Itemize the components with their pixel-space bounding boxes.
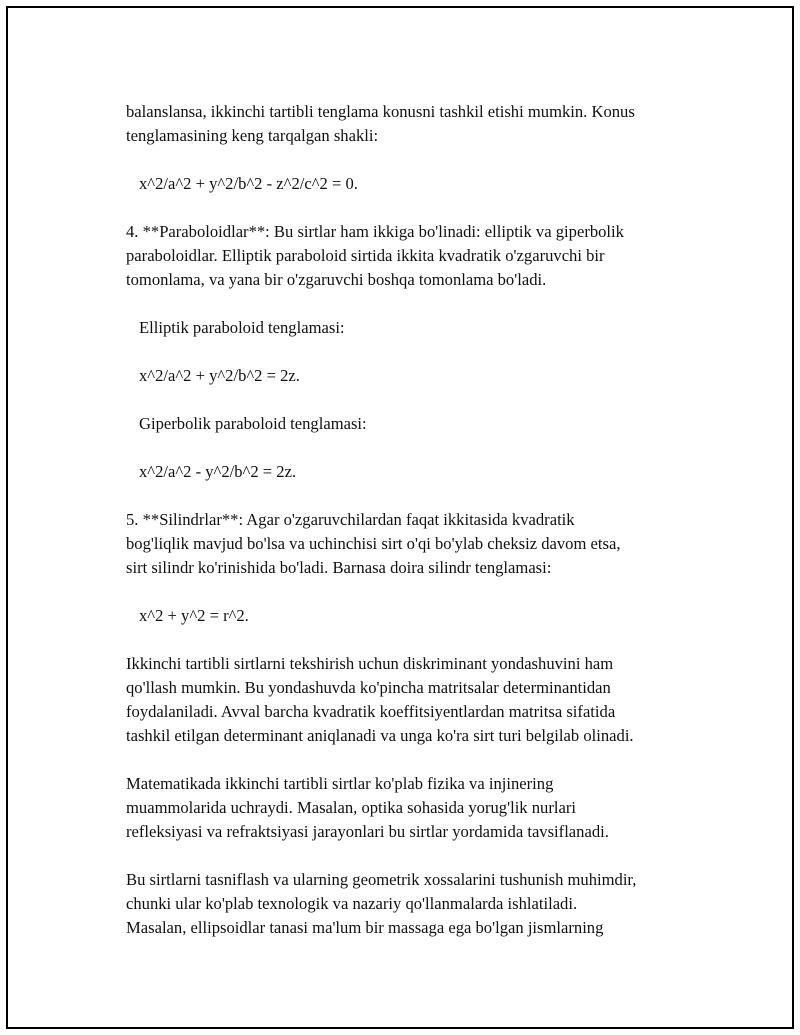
equation-elliptic-paraboloid: [126, 364, 726, 388]
indented-label: [126, 316, 726, 340]
text-line: Ikkinchi tartibli sirtlarni tekshirish uchun diskriminant yondashuvini ham: [126, 654, 614, 673]
paragraph: [126, 220, 726, 292]
text-line: paraboloidlar. Elliptik paraboloid sirtida ikkita kvadratik o'zgaruvchi bir: [126, 246, 605, 265]
text-line: x^2/a^2 + y^2/b^2 = 2z.: [139, 366, 300, 385]
text-line: tashkil etilgan determinant aniqlanadi va unga ko'ra sirt turi belgilab olinadi.: [126, 726, 634, 745]
equation-hyperbolic-paraboloid: [126, 460, 726, 484]
text-line: Giperbolik paraboloid tenglamasi:: [139, 414, 367, 433]
paragraph: [126, 508, 726, 580]
text-line: x^2/a^2 + y^2/b^2 - z^2/c^2 = 0.: [139, 174, 358, 193]
text-line: muammolarida uchraydi. Masalan, optika sohasida yorug'lik nurlari: [126, 798, 576, 817]
paragraph: [126, 868, 726, 940]
document-body: [126, 100, 726, 940]
equation-cone: [126, 172, 726, 196]
text-line: balanslansa, ikkinchi tartibli tenglama konusni tashkil etishi mumkin. Konus: [126, 102, 635, 121]
text-line: x^2 + y^2 = r^2.: [139, 606, 249, 625]
text-line: Matematikada ikkinchi tartibli sirtlar ko'plab fizika va injinering: [126, 774, 554, 793]
equation-cylinder: [126, 604, 726, 628]
text-line: qo'llash mumkin. Bu yondashuvda ko'pincha matritsalar determinantidan: [126, 678, 611, 697]
text-line: 5. **Silindrlar**: Agar o'zgaruvchilardan faqat ikkitasida kvadratik: [126, 510, 575, 529]
indented-label: [126, 412, 726, 436]
text-line: refleksiyasi va refraktsiyasi jarayonlari bu sirtlar yordamida tavsiflanadi.: [126, 822, 609, 841]
text-line: tomonlama, va yana bir o'zgaruvchi boshqa tomonlama bo'ladi.: [126, 270, 547, 289]
text-line: Elliptik paraboloid tenglamasi:: [139, 318, 345, 337]
text-line: tenglamasining keng tarqalgan shakli:: [126, 126, 379, 145]
text-line: x^2/a^2 - y^2/b^2 = 2z.: [139, 462, 297, 481]
text-line: chunki ular ko'plab texnologik va nazariy qo'llanmalarda ishlatiladi.: [126, 894, 578, 913]
paragraph: [126, 772, 726, 844]
text-line: bog'liqlik mavjud bo'lsa va uchinchisi sirt o'qi bo'ylab cheksiz davom etsa,: [126, 534, 621, 553]
paragraph: [126, 652, 726, 748]
paragraph: [126, 100, 726, 148]
text-line: foydalaniladi. Avval barcha kvadratik koeffitsiyentlardan matritsa sifatida: [126, 702, 616, 721]
text-line: Bu sirtlarni tasniflash va ularning geometrik xossalarini tushunish muhimdir,: [126, 870, 637, 889]
text-line: Masalan, ellipsoidlar tanasi ma'lum bir massaga ega bo'lgan jismlarning: [126, 918, 604, 937]
text-line: sirt silindr ko'rinishida bo'ladi. Barnasa doira silindr tenglamasi:: [126, 558, 552, 577]
page-frame: [6, 6, 794, 1029]
text-line: 4. **Paraboloidlar**: Bu sirtlar ham ikkiga bo'linadi: elliptik va giperbolik: [126, 222, 624, 241]
